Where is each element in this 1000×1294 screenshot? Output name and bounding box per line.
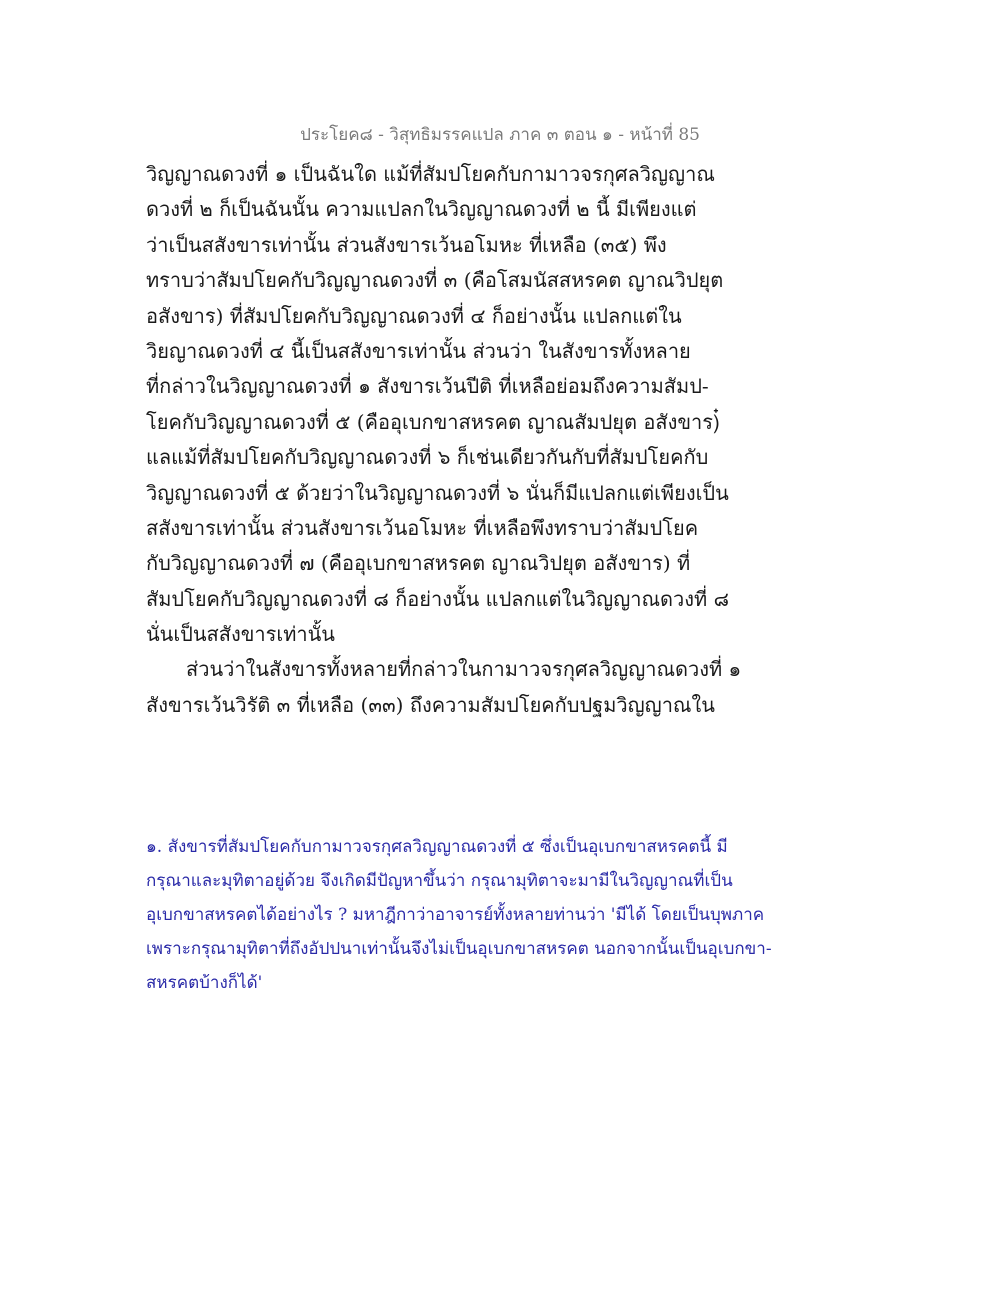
footnote-line: กรุณาและมุทิตาอยู่ด้วย จึงเกิดมีปัญหาขึ้นว่า กรุณามุทิตาจะมามีในวิญญาณที่เป็น <box>146 871 733 891</box>
paragraph-start-line: ส่วนว่าในสังขารทั้งหลายที่กล่าวในกามาวจรกุศลวิญญาณดวงที่ ๑ <box>186 657 742 682</box>
page-header: ประโยค๘ - วิสุทธิมรรคแปล ภาค ๓ ตอน ๑ - หน้าที่ 85 <box>300 125 700 145</box>
body-line: ที่กล่าวในวิญญาณดวงที่ ๑ สังขารเว้นปีติ ที่เหลือย่อมถึงความสัมป- <box>146 374 709 399</box>
body-line: สังขารเว้นวิรัติ ๓ ที่เหลือ (๓๓) ถึงความสัมปโยคกับปฐมวิญญาณใน <box>146 692 715 717</box>
body-line: ทราบว่าสัมปโยคกับวิญญาณดวงที่ ๓ (คือโสมนัสสหรคต ญาณวิปยุต <box>146 268 724 293</box>
body-line: ว่าเป็นสสังขารเท่านั้น ส่วนสังขารเว้นอโมหะ ที่เหลือ (๓๕) พึง <box>146 232 667 257</box>
footnote-line: สหรคตบ้างก็ได้' <box>146 973 263 993</box>
body-line: วิญญาณดวงที่ ๑ เป็นฉันใด แม้ที่สัมปโยคกับกามาวจรกุศลวิญญาณ <box>146 162 715 186</box>
body-line: แลแม้ที่สัมปโยคกับวิญญาณดวงที่ ๖ ก็เช่นเดียวกันกับที่สัมปโยคกับ <box>146 445 709 470</box>
body-line: สัมปโยคกับวิญญาณดวงที่ ๘ ก็อย่างนั้น แปลกแต่ในวิญญาณดวงที่ ๘ <box>146 586 729 611</box>
body-line: อสังขาร) ที่สัมปโยคกับวิญญาณดวงที่ ๔ ก็อย่างนั้น แปลกแต่ใน <box>146 303 682 328</box>
footnote-line: ๑. สังขารที่สัมปโยคกับกามาวจรกุศลวิญญาณดวงที่ ๕ ซึ่งเป็นอุเบกขาสหรคตนี้ มี <box>146 837 728 857</box>
body-line: โยคกับวิญญาณดวงที่ ๕ (คืออุเบกขาสหรคต ญาณสัมปยุต อสังขาร)๋ <box>146 409 720 434</box>
body-line: วิญญาณดวงที่ ๕ ด้วยว่าในวิญญาณดวงที่ ๖ นั่นก็มีแปลกแต่เพียงเป็น <box>146 480 729 505</box>
footnote-line: อุเบกขาสหรคตได้อย่างไร ? มหาฎีกาว่าอาจารย์ทั้งหลายท่านว่า 'มีได้ โดยเป็นบุพภาค <box>146 905 765 925</box>
body-line: นั่นเป็นสสังขารเท่านั้น <box>146 622 335 647</box>
footnote <box>146 830 786 1000</box>
body-line: ดวงที่ ๒ ก็เป็นฉันนั้น ความแปลกในวิญญาณดวงที่ ๒ นี้ มีเพียงแต่ <box>146 197 697 222</box>
body-line: วิยญาณดวงที่ ๔ นี้เป็นสสังขารเท่านั้น ส่วนว่า ในสังขารทั้งหลาย <box>146 338 691 363</box>
footnote-line: เพราะกรุณามุทิตาที่ถึงอัปปนาเท่านั้นจึงไม่เป็นอุเบกขาสหรคต นอกจากนั้นเป็นอุเบกขา- <box>146 939 772 959</box>
body-line: สสังขารเท่านั้น ส่วนสังขารเว้นอโมหะ ที่เหลือพึงทราบว่าสัมปโยค <box>146 515 699 540</box>
body-text <box>146 157 746 723</box>
body-line: กับวิญญาณดวงที่ ๗ (คืออุเบกขาสหรคต ญาณวิปยุต อสังขาร) ที่ <box>146 551 691 576</box>
